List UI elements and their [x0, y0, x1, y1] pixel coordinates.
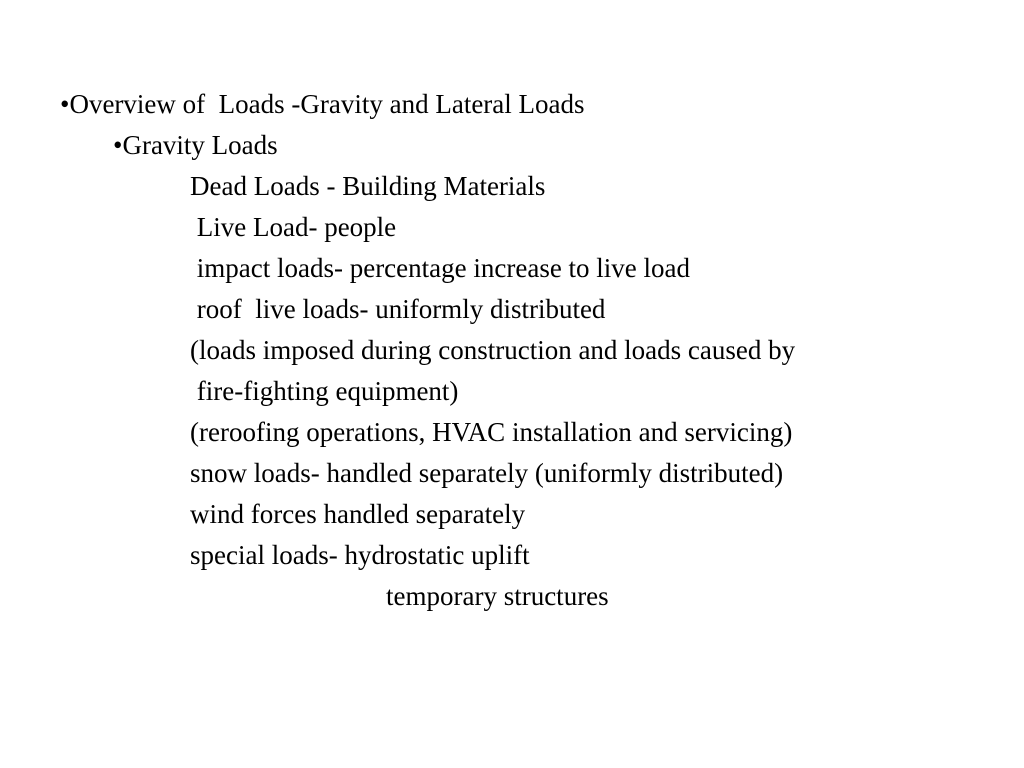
live-load-item: Live Load- people [190, 212, 397, 242]
reroofing-note: (reroofing operations, HVAC installation and servicing) [190, 417, 793, 447]
snow-loads-item: snow loads- handled separately (uniformly distributed) [190, 458, 784, 488]
fire-fighting-note: fire-fighting equipment) [190, 376, 459, 406]
construction-loads-note: (loads imposed during construction and loads caused by [190, 335, 796, 365]
roof-live-loads-item: roof live loads- uniformly distributed [190, 294, 606, 324]
overview-heading: •Overview of Loads -Gravity and Lateral Loads [60, 89, 585, 119]
special-loads-item: special loads- hydrostatic uplift [190, 540, 530, 570]
temporary-structures-item: temporary structures [386, 581, 609, 611]
impact-loads-item: impact loads- percentage increase to live load [190, 253, 691, 283]
gravity-loads-subheading: •Gravity Loads [113, 130, 278, 160]
dead-loads-item: Dead Loads - Building Materials [190, 171, 546, 201]
wind-forces-item: wind forces handled separately [190, 499, 526, 529]
